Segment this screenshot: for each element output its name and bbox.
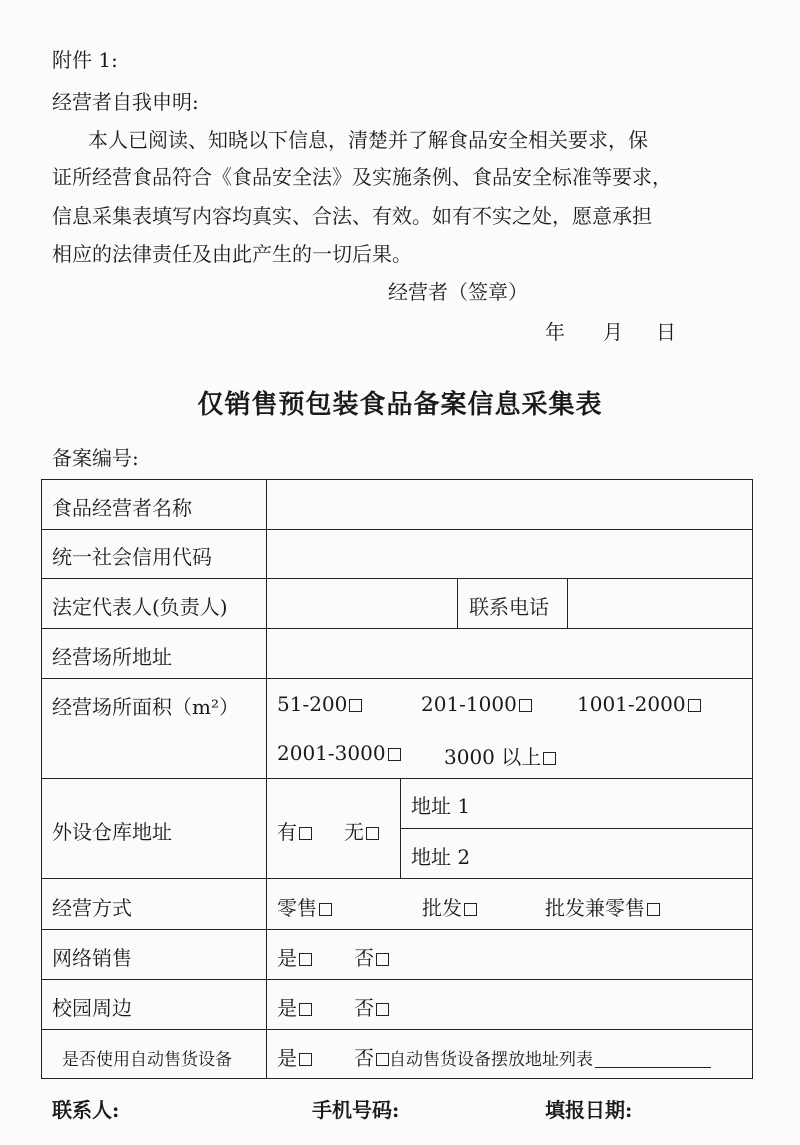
warehouse-address-1-label: 地址 1 (411, 794, 471, 818)
phone-field[interactable] (569, 579, 751, 627)
record-number-label: 备案编号: (52, 446, 139, 470)
row-divider (42, 878, 752, 879)
vending-list-blank[interactable] (595, 1051, 711, 1068)
checkbox[interactable] (349, 699, 362, 712)
checkbox[interactable] (299, 1003, 312, 1016)
mode-retail[interactable]: 零售 (277, 892, 332, 921)
mode-wholesale-retail[interactable]: 批发兼零售 (545, 892, 660, 921)
checkbox[interactable] (299, 827, 312, 840)
checkbox[interactable] (366, 827, 379, 840)
declaration-line-1: 本人已阅读、知晓以下信息，清楚并了解食品安全相关要求，保 (88, 128, 648, 152)
row-divider (42, 979, 752, 980)
area-option-201-1000[interactable]: 201-1000 (421, 692, 532, 716)
attachment-label: 附件 1: (52, 48, 118, 72)
phone-label: 联系电话 (469, 595, 549, 619)
address-label: 经营场所地址 (52, 645, 172, 669)
declaration-line-4: 相应的法律责任及由此产生的一切后果。 (52, 242, 412, 266)
mobile-label: 手机号码: (312, 1098, 400, 1122)
warehouse-label: 外设仓库地址 (52, 820, 172, 844)
online-yes[interactable]: 是 (277, 942, 312, 971)
online-label: 网络销售 (52, 946, 132, 970)
warehouse-yes[interactable]: 有 (277, 816, 312, 845)
info-form-table (41, 479, 753, 1079)
online-no[interactable]: 否 (354, 942, 389, 971)
column-divider (457, 578, 458, 628)
checkbox[interactable] (376, 1053, 389, 1066)
form-title: 仅销售预包装食品备案信息采集表 (197, 390, 603, 420)
mode-wholesale[interactable]: 批发 (422, 892, 477, 921)
campus-yes[interactable]: 是 (277, 992, 312, 1021)
row-divider (42, 778, 752, 779)
checkbox[interactable] (464, 903, 477, 916)
checkbox[interactable] (647, 903, 660, 916)
vending-yes[interactable]: 是 (277, 1042, 312, 1071)
mode-label: 经营方式 (52, 896, 132, 920)
campus-label: 校园周边 (52, 996, 132, 1020)
campus-no[interactable]: 否 (354, 992, 389, 1021)
legal-rep-field[interactable] (268, 579, 456, 627)
checkbox[interactable] (319, 903, 332, 916)
row-divider (42, 929, 752, 930)
date-month: 月 (603, 320, 623, 344)
credit-code-field[interactable] (268, 530, 751, 577)
checkbox[interactable] (299, 1053, 312, 1066)
area-label: 经营场所面积（m²） (52, 695, 239, 719)
legal-rep-label: 法定代表人(负责人) (52, 595, 228, 619)
checkbox[interactable] (519, 699, 532, 712)
checkbox[interactable] (388, 748, 401, 761)
operator-name-label: 食品经营者名称 (52, 496, 192, 520)
credit-code-label: 统一社会信用代码 (52, 545, 212, 569)
checkbox[interactable] (376, 953, 389, 966)
column-divider (567, 578, 568, 628)
declaration-line-3: 信息采集表填写内容均真实、合法、有效。如有不实之处，愿意承担 (52, 204, 652, 228)
operator-name-field[interactable] (268, 481, 751, 528)
column-divider (266, 480, 267, 1078)
checkbox[interactable] (543, 752, 556, 765)
column-divider (400, 778, 401, 878)
checkbox[interactable] (299, 953, 312, 966)
checkbox[interactable] (688, 699, 701, 712)
declaration-line-2: 证所经营食品符合《食品安全法》及实施条例、食品安全标准等要求， (52, 165, 672, 189)
declaration-heading: 经营者自我申明: (52, 90, 199, 114)
fill-date-label: 填报日期: (545, 1098, 633, 1122)
vending-list-label: 自动售货设备摆放地址列表 (389, 1050, 593, 1070)
row-divider (400, 828, 752, 829)
row-divider (42, 678, 752, 679)
date-year: 年 (545, 320, 565, 344)
signature-label: 经营者（签章） (388, 280, 528, 304)
date-day: 日 (656, 320, 676, 344)
warehouse-no[interactable]: 无 (344, 816, 379, 845)
area-option-1001-2000[interactable]: 1001-2000 (577, 692, 701, 716)
vending-label: 是否使用自动售货设备 (62, 1050, 232, 1070)
area-option-51-200[interactable]: 51-200 (277, 692, 362, 716)
checkbox[interactable] (376, 1003, 389, 1016)
row-divider (42, 1029, 752, 1030)
vending-no[interactable]: 否 自动售货设备摆放地址列表 (354, 1042, 711, 1071)
area-option-2001-3000[interactable]: 2001-3000 (277, 741, 401, 765)
area-option-3000-plus[interactable]: 3000 以上 (444, 741, 556, 770)
address-field[interactable] (268, 629, 751, 677)
contact-label: 联系人: (52, 1098, 120, 1122)
warehouse-address-2-label: 地址 2 (411, 845, 471, 869)
